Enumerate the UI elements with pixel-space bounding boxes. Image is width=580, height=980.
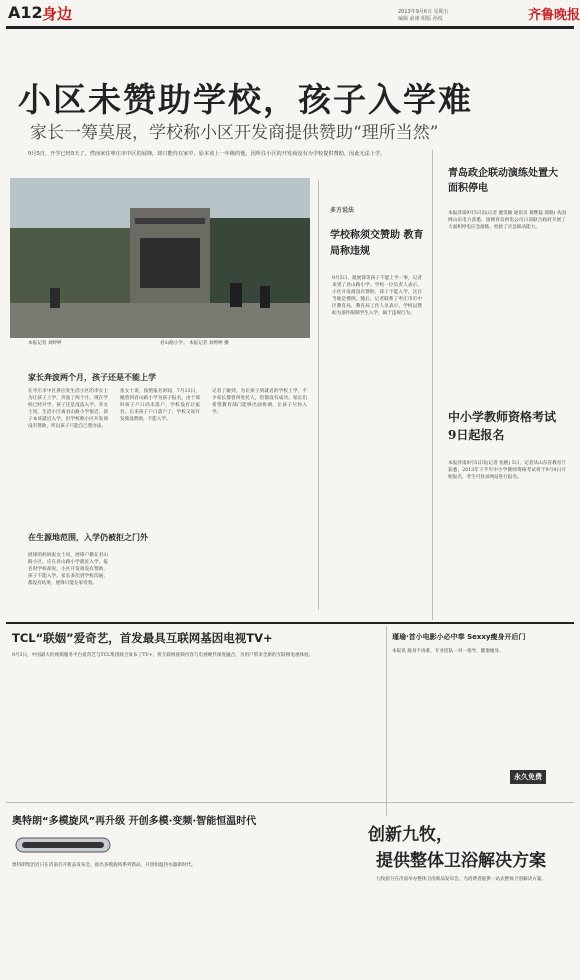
newspaper-logo: 齐鲁晚报 (528, 8, 580, 23)
lead-paragraph: 9月5日，开学已经5天了，然而家住枣庄市中区的展锋，却只能待在家中，原本该上一年级的他，因所住小区的开发商没有为学校提供赞助，因此无法上学。 (28, 151, 386, 157)
sidebar-body: 9月5日，就展锋等孩子不能上学一事，记者来到了君山路小学。学校一位负责人表示，小区开发商没有赞助，孩子不能入学，这在当地是惯例。随后，记者联系了枣庄市市中区教育局，教育局工作人员表示，学校以赞助为条件限制学生入学，属于违规行为。 (332, 276, 422, 316)
section-title: 身边 (42, 5, 73, 23)
photo-credit-left: 本报记者 刘婷婷 (28, 341, 62, 346)
hood-ad-body: 奥特朗集团近日在济南召开新品发布会，推出多模旋风系列新品，开创恒温热水器新时代。 (12, 863, 196, 868)
page-number: A12 (8, 3, 43, 22)
bath-ad-title-1: 创新九牧， (368, 825, 453, 845)
main-headline: 小区未赞助学校，孩子入学难 (18, 80, 473, 119)
issue-date: 2013年9月6日 星期五 编辑 俞谨 组版 孙悦 (398, 9, 449, 22)
hood-ad-headline: 奥特朗“多模旋风”再升级 开创多模·变频·智能恒温时代 (12, 816, 257, 827)
free-badge: 永久免费 (510, 770, 546, 784)
right-headline-2: 中小学教师资格考试9日起报名 (448, 410, 557, 442)
column-rule (318, 180, 319, 610)
sexxy-ad-body: 本报讯 瘦身不再难，专业团队一对一指导，健康瘦身。 (392, 649, 504, 654)
bath-ad-body: 九牧厨卫在济南举办整体卫浴新品发布会，为消费者提供一站式整体卫浴解决方案。 (376, 877, 546, 882)
right-headline-1: 青岛政企联动演练处置大面积停电 (448, 168, 558, 194)
school-photo (10, 178, 310, 338)
section-heading-1: 家长奔波两个月，孩子还是不能上学 (28, 373, 156, 382)
section-body-1: 在枣庄市中区供应处生活小区的李女士为让孩子上学，奔波了两个月。现在学校已经开学，孩子还是没法入学。李女士说，生活小区离君山路小学很近，孩子本该就近入学，但学校称小区开发商没有赞助，所以孩子只能自己想办法。 (28, 389, 108, 429)
bath-ad-title-2: 提供整体卫浴解决方案 (376, 851, 546, 871)
section-heading-2: 在生源地范围，入学仍被拒之门外 (28, 533, 148, 542)
column-4-body: 记者了解到，为让孩子到就近的学校上学，不少家长都曾四处托人，但都没有成功。家长们希望教育部门能够出面协调，让孩子尽快入学。 (212, 389, 307, 415)
section-body-2: 展锋的妈妈张女士说，展锋户籍在君山路小区，应在君山路小学就近入学。报名时学校却说，小区开发商没有赞助，孩子不能入学。家长多次到学校沟通，都没有结果，展锋只能在家待着。 (28, 553, 108, 586)
tcl-ad-body: 9月3日，中国最大的视频服务平台爱奇艺与TCL集团联合发布了TV+，将互联网视频内容与电视硬件深度融合，为用户带来全新的互联网电视体验。 (12, 653, 314, 658)
right-body-2: 本报济南9月5日讯(记者 张帆) 5日，记者从山东省教育厅获悉，2013年下半年中小学教师资格考试将于9月9日开始报名，考生可登录网站进行报名。 (448, 461, 566, 480)
advertorial-section (6, 622, 574, 974)
sub-headline: 家长一筹莫展，学校称小区开发商提供赞助“理所当然” (30, 123, 439, 143)
sexxy-ad-headline: 瑾瑜·首小电影小必中奉 Sexxy瘦身开后门 (392, 633, 526, 641)
photo-caption: 君山路小学。 本报记者 刘婷婷 摄 (160, 341, 229, 346)
ad-divider (386, 626, 387, 816)
sidebar-tag: 多方说法 (330, 207, 355, 214)
sidebar-headline: 学校称须交赞助 教育局称违规 (330, 230, 424, 257)
header-rule (6, 26, 574, 29)
tcl-ad-headline: TCL“联姻”爱奇艺，首发最具互联网基因电视TV+ (12, 631, 273, 645)
range-hood-image (14, 834, 112, 856)
column-3-body: 张女士说，按照报名时间，7月13日，她曾到君山路小学为孩子报名，由于那时孩子户口尚未落户，学校没有让报名。后来孩子户口落户了，学校又说开发商没赞助，不能入学。 (120, 389, 200, 422)
ad-horizontal-rule (6, 802, 574, 803)
right-body-1: 本报济南9月5日讯(记者 廖雯颖 通讯员 葛继磊 邱路) 从国网山东电力获悉，国网青岛供电公司日前联合政府开展了大面积停电应急演练，检验了应急联动能力。 (448, 211, 566, 230)
column-rule-right (432, 150, 433, 620)
